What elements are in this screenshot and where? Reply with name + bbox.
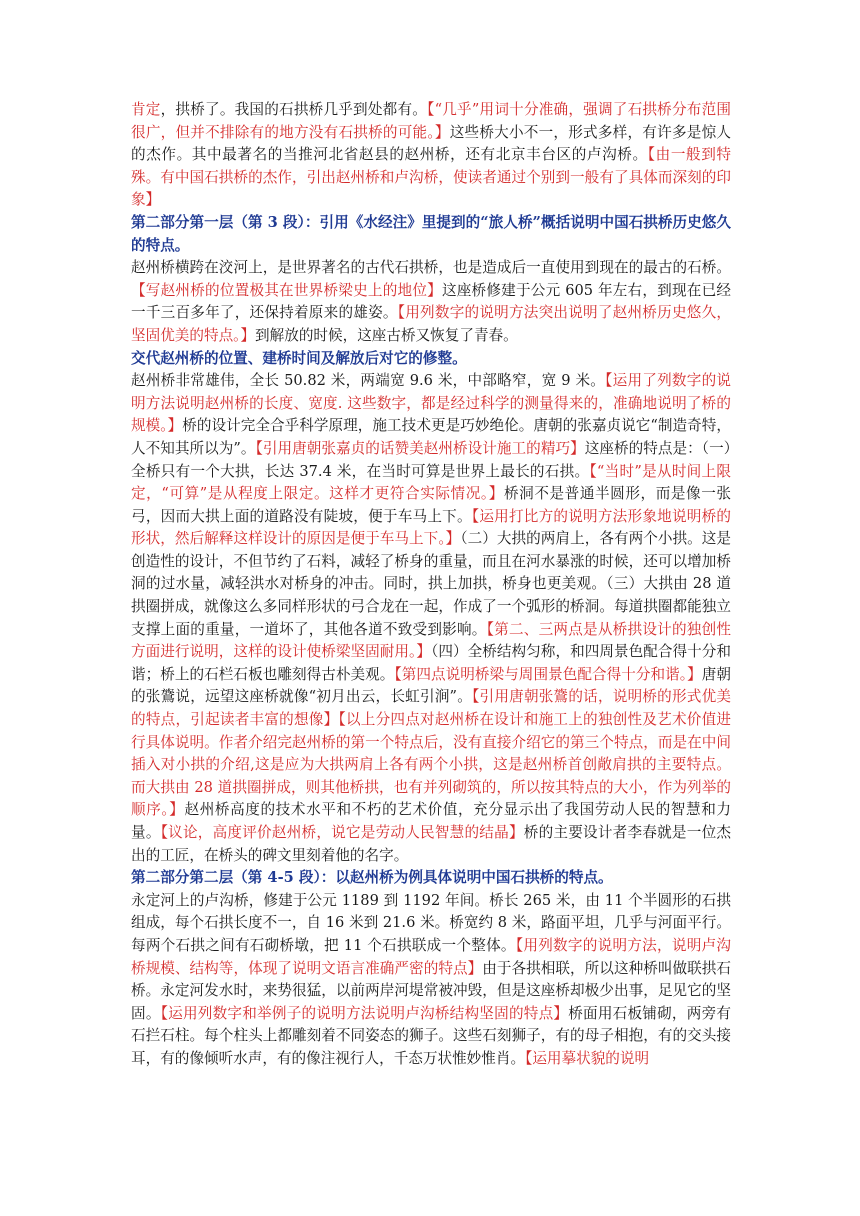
body-text: 桥的设计完全合乎科学原理，施工技术更是巧妙绝伦。唐朝的张嘉贞说它“制造奇特，人不知其所以为”。 — [131, 417, 732, 457]
paragraph-intro — [131, 99, 731, 212]
body-text: 桥面用石板铺砌，两旁有石拦石柱。每个柱头上都雕刻着不同姿态的狮子。这些石刻狮子，有的母子相抱，有的交头接耳，有的像倾听水声，有的像注视行人，千态万状惟妙惟肖。 — [131, 1004, 731, 1067]
annotation-text: 【“当时”是从时间上限定，“可算”是从程度上限定。这样才更符合实际情况。】 — [131, 462, 731, 503]
body-text: 这座桥的特点是：（一）全桥只有一个大拱，长达 37.4 米，在当时可算是世界上最长的石拱。 — [131, 439, 731, 480]
body-text: 桥洞不是普通半圆形，而是像一张弓，因而大拱上面的道路没有陡坡，便于车马上下。 — [131, 485, 731, 525]
annotation-text: 【写赵州桥的位置极其在世界桥梁史上的地位】 — [131, 281, 442, 299]
annotation-text: 【引用唐朝张鷟的话，说明桥的形式优美的特点，引起读者丰富的想像】【以上分四点对赵州桥在设计和施工上的独创性及艺术价值进行具体说明。作者介绍完赵州桥的第一个特点后，没有直接介绍它的第三个特点，而是在中间插入对小拱的介绍,这是应为大拱两肩上各有两个小拱，这是赵州桥首创敞肩拱的主要特点。而大拱由 28 道拱圈拼成，则其他桥拱，也有并列砌筑的，所以按其特点的大小，作为列举的顺序。】 — [131, 688, 731, 819]
annotation-text: 【运用了列数字的说明方法说明赵州桥的长度、宽度. 这些数字，都是经过科学的测量得来的，准确地说明了桥的规模。】 — [131, 372, 732, 435]
annotation-text: 肯定 — [131, 101, 161, 118]
body-text: 由于各拱相联，所以这种桥叫做联拱石桥。永定河发水时，来势很猛，以前两岸河堤常被冲毁，但是这座桥却极少出事，足见它的坚固。 — [131, 959, 731, 1022]
body-text: 到解放的时候，这座古桥又恢复了青春。 — [255, 326, 518, 344]
annotation-text: 【运用列数字和举例子的说明方法说明卢沟桥结构坚固的特点】 — [160, 1004, 569, 1022]
body-text: （二）大拱的两肩上，各有两个小拱。这是创造性的设计，不但节约了石料，减轻了桥身的重量，而且在河水暴涨的时候，还可以增加桥洞的过水量，减轻洪水对桥身的冲击。同时，拱上加拱，桥身也更美观。（三）大拱由 28 道拱圈拼成，就像这么多同样形状的弓合龙在一起，作成了一个弧形的桥洞。每道拱圈都能独立支撑上面的重量，一道坏了，其他各道不致受到影响。 — [131, 530, 732, 638]
section-heading: 第二部分第一层（第 3 段）：引用《水经注》里提到的“旅人桥”概括说明中国石拱桥历史悠久的特点。 — [131, 213, 731, 254]
annotation-text: 【运用打比方的说明方法形象地说明桥的形状，然后解释这样设计的原因是便于车马上下。】 — [131, 507, 732, 548]
body-text: 这座桥修建于公元 605 年左右，到现在已经一千三百多年了，还保持着原来的雄姿。 — [131, 281, 731, 322]
annotation-text: 【“几乎”用词十分准确，强调了石拱桥分布范围很广，但并不排除有的地方没有石拱桥的可能。】 — [131, 101, 731, 141]
paragraph-lugou-bridge — [131, 890, 731, 1071]
body-text: 桥的主要设计者李春就是一位杰出的工匠，在桥头的碑文里刻着他的名字。 — [131, 824, 731, 864]
annotation-text: 【议论，高度评价赵州桥，说它是劳动人民智慧的结晶】 — [160, 824, 524, 841]
annotation-text: 【用列数字的说明方法突出说明了赵州桥历史悠久，坚固优美的特点。】 — [131, 304, 731, 344]
paragraph-zhaozhou-location — [131, 257, 731, 347]
annotation-text: 【运用摹状貌的说明 — [525, 1049, 650, 1067]
annotation-text: 【引用唐朝张嘉贞的话赞美赵州桥设计施工的精巧】 — [255, 439, 585, 457]
annotation-text: 【第二、三两点是从桥拱设计的独创性方面进行说明，这样的设计使桥梁坚固耐用。】 — [131, 620, 731, 661]
body-text: 赵州桥高度的技术水平和不朽的艺术价值，充分显示出了我国劳动人民的智慧和力量。 — [131, 801, 731, 841]
section-heading: 交代赵州桥的位置、建桥时间及解放后对它的修整。 — [131, 349, 467, 367]
body-text: ，拱桥了。我国的石拱桥几乎到处都有。 — [160, 101, 428, 118]
section-heading: 第二部分第二层（第 4-5 段）：以赵州桥为例具体说明中国石拱桥的特点。 — [131, 869, 613, 887]
body-text: （四）全桥结构匀称，和四周景色配合得十分和谐；桥上的石栏石板也雕刻得古朴美观。 — [131, 643, 732, 683]
annotation-text: 【用列数字的说明方法，说明卢沟桥规模、结构等，体现了说明文语言准确严密的特点】 — [131, 936, 732, 977]
paragraph-zhaozhou-features — [131, 370, 731, 867]
annotation-text: 【第四点说明桥梁与周围景色配合得十分和谐。】 — [394, 665, 702, 683]
body-text: 赵州桥非常雄伟，全长 50.82 米，两端宽 9.6 米，中部略窄，宽 9 米。 — [131, 372, 606, 390]
annotation-text: 【由一般到特殊。有中国石拱桥的杰作，引出赵州桥和卢沟桥，使读者通过个别到一般有了具体而深刻的印象】 — [131, 146, 731, 209]
body-text: 唐朝的张鷟说，远望这座桥就像“初月出云，长虹引涧”。 — [131, 665, 731, 706]
body-text: 永定河上的卢沟桥，修建于公元 1189 到 1192 年间。桥长 265 米，由 11 个半圆形的石拱组成，每个石拱长度不一，自 16 米到 21.6 米。桥宽约 8 米，路面平坦，几乎与河面平行。每两个石拱之间有石砌桥墩，把 11 个石拱联成一个整体。 — [131, 891, 731, 954]
body-text: 这些桥大小不一，形式多样，有许多是惊人的杰作。其中最著名的当推河北省赵县的赵州桥，还有北京丰台区的卢沟桥。 — [131, 123, 731, 164]
document-page — [131, 99, 731, 1071]
body-text: 赵州桥横跨在洨河上，是世界著名的古代石拱桥，也是造成后一直使用到现在的最古的石桥。 — [131, 259, 731, 277]
